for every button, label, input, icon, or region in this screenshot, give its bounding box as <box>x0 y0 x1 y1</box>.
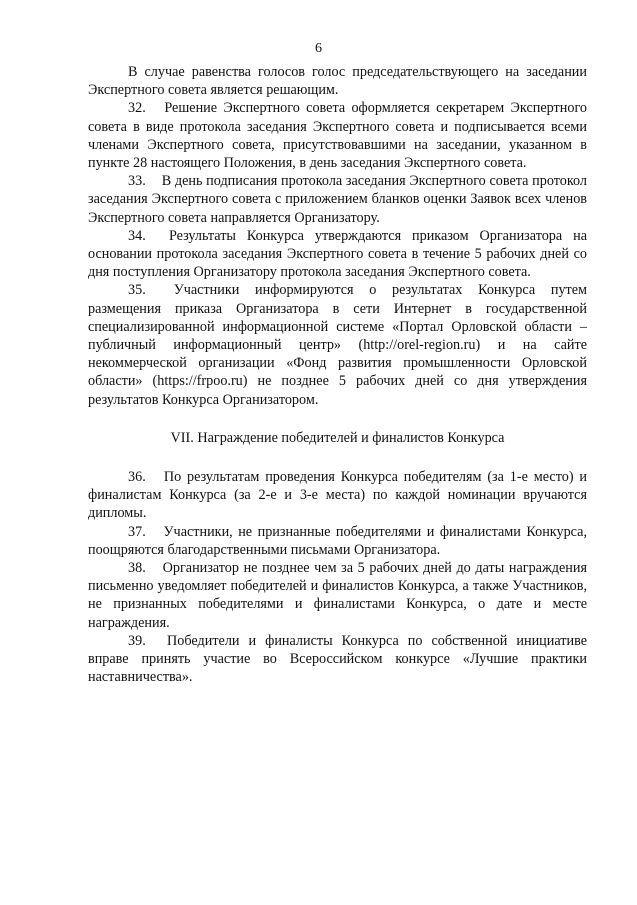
paragraph-number: 36. <box>128 469 146 486</box>
page-number: 6 <box>315 41 322 56</box>
paragraph-text: Участники информируются о результатах Конкурса путем размещения приказа Организатора в сети Интернет в государственной специализированной информационной системе «Портал Орловской области – публичный информационный центр» (http://orel-region.ru) и на сайте некоммерческой организации «Фонд развития промышленности Орловской области» (https://frpoo.ru) не позднее 5 рабочих дней со дня утверждения результатов Конкурса Организатором. <box>88 282 588 408</box>
paragraph-number: 37. <box>128 523 146 540</box>
paragraph-text: Организатор не позднее чем за 5 рабочих дней до даты награждения письменно уведомляет победителей и финалистов Конкурса, а также Участников, не признанных победителями и финалистами Конкурса, о дате и месте награждения. <box>88 560 587 631</box>
section-title: VII. Награждение победителей и финалистов Конкурса <box>170 429 505 446</box>
paragraph-text: В случае равенства голосов голос председательствующего на заседании Экспертного совета является решающим. <box>88 64 587 99</box>
document-body <box>88 63 587 687</box>
paragraph-tie-vote <box>88 63 587 99</box>
paragraph-35 <box>88 281 587 408</box>
paragraph-34 <box>88 227 587 282</box>
paragraph-text: По результатам проведения Конкурса победителям (за 1-е место) и финалистам Конкурса (за 2-е и 3-е места) по каждой номинации вручаются дипломы. <box>88 469 587 522</box>
paragraph-number: 32. <box>128 100 146 117</box>
paragraph-number: 34. <box>128 227 146 244</box>
paragraph-text: В день подписания протокола заседания Экспертного совета протокол заседания Экспертного совета с приложением бланков оценки Заявок всех членов Экспертного совета направляется Организатору. <box>88 173 588 226</box>
paragraph-number: 39. <box>128 632 146 649</box>
paragraph-text: Решение Экспертного совета оформляется секретарем Экспертного совета в виде протокола заседания Экспертного совета и подписывается всеми членами Экспертного совета, присутствовавшими на заседании, указанном в пункте 28 настоящего Положения, в день заседания Экспертного совета. <box>88 100 588 172</box>
paragraph-32 <box>88 99 587 172</box>
paragraph-38 <box>88 559 587 632</box>
paragraph-text: Победители и финалисты Конкурса по собственной инициативе вправе принять участие во Всероссийском конкурсе «Лучшие практики наставничества». <box>88 632 587 686</box>
paragraph-number: 33. <box>128 173 146 190</box>
paragraph-33 <box>88 172 587 227</box>
paragraph-number: 35. <box>128 282 146 299</box>
paragraph-36 <box>88 468 587 523</box>
paragraph-39 <box>88 632 587 687</box>
paragraph-37 <box>88 523 587 559</box>
paragraph-text: Результаты Конкурса утверждаются приказом Организатора на основании протокола заседания Экспертного совета в течение 5 рабочих дней со дня поступления Организатору протокола заседания Экспертного совета. <box>88 227 588 281</box>
paragraph-text: Участники, не признанные победителями и финалистами Конкурса, поощряются благодарственными письмами Организатора. <box>88 523 588 558</box>
paragraph-number: 38. <box>128 560 146 577</box>
